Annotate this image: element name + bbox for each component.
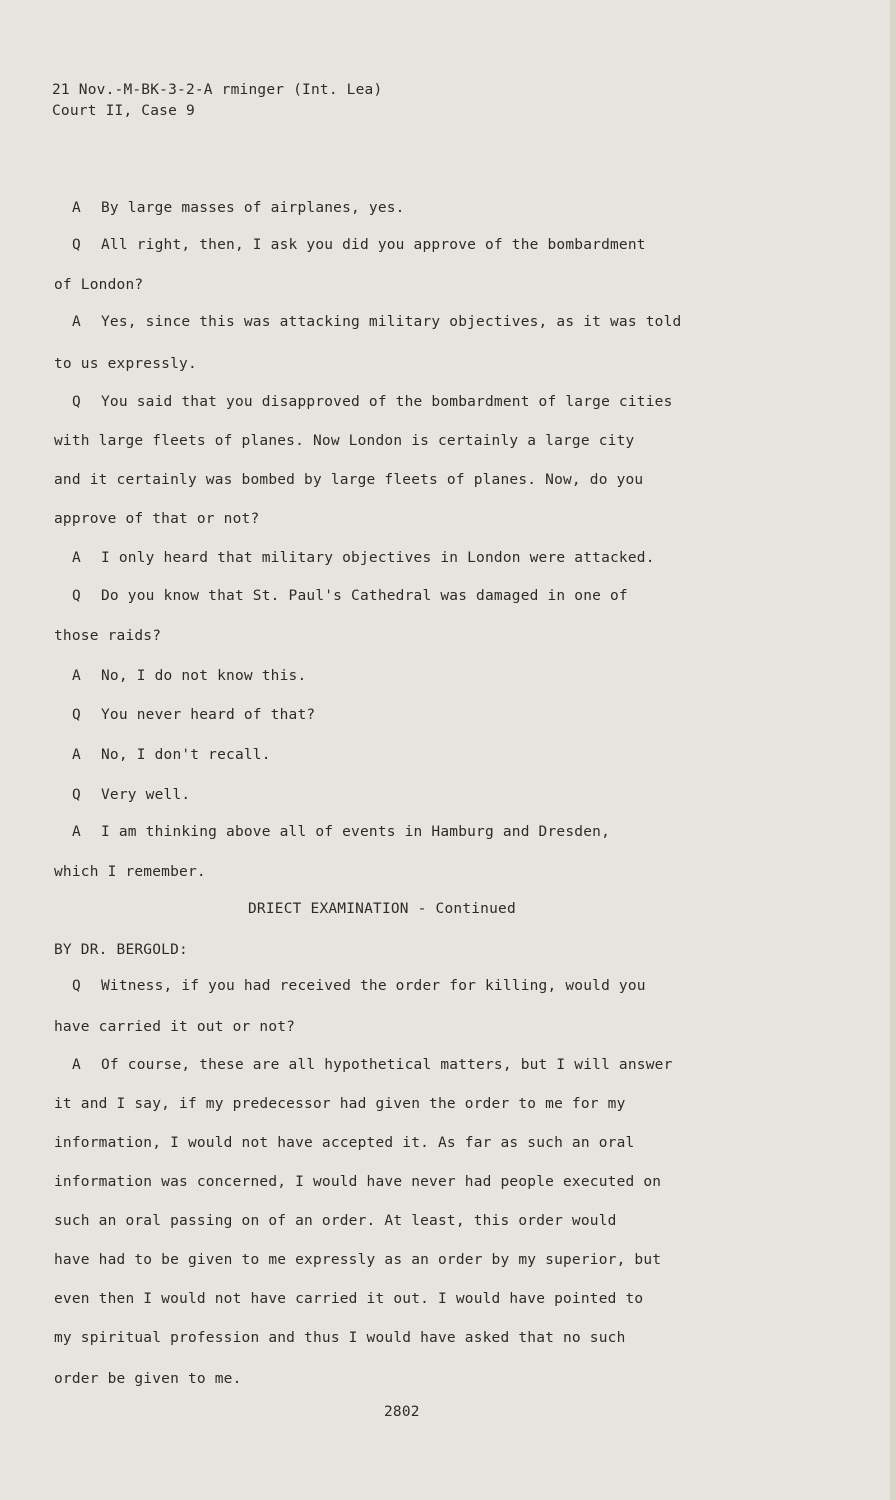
line-text: Of course, these are all hypothetical matters, but I will answer [101, 1057, 673, 1073]
speaker-label: A [72, 550, 81, 566]
transcript-line: have carried it out or not? [54, 1019, 296, 1035]
transcript-line: even then I would not have carried it out. I would have pointed to [54, 1291, 644, 1307]
speaker-label: Q [72, 237, 81, 253]
speaker-label: Q [72, 787, 81, 803]
transcript-line: of London? [54, 277, 144, 293]
line-text: No, I do not know this. [101, 668, 307, 684]
transcript-line: with large fleets of planes. Now London is certainly a large city [54, 433, 635, 449]
transcript-line: those raids? [54, 628, 162, 644]
transcript-line [72, 668, 306, 684]
speaker-label: Q [72, 394, 81, 410]
page-number: 2802 [384, 1404, 420, 1420]
speaker-label: A [72, 314, 81, 330]
speaker-label: A [72, 824, 81, 840]
transcript-line: order be given to me. [54, 1371, 242, 1387]
line-text: By large masses of airplanes, yes. [101, 200, 405, 216]
header-court: Court II, Case 9 [52, 103, 195, 119]
section-heading: DRIECT EXAMINATION - Continued [248, 901, 516, 917]
transcript-line [72, 550, 655, 566]
transcript-line [72, 978, 646, 994]
transcript-line [72, 824, 610, 840]
transcript-line: approve of that or not? [54, 511, 260, 527]
transcript-line [72, 394, 673, 410]
examiner-heading: BY DR. BERGOLD: [54, 942, 188, 958]
transcript-line: and it certainly was bombed by large fleets of planes. Now, do you [54, 472, 644, 488]
speaker-label: Q [72, 588, 81, 604]
transcript-line [72, 787, 190, 803]
transcript-line: to us expressly. [54, 356, 197, 372]
transcript-line: it and I say, if my predecessor had given the order to me for my [54, 1096, 626, 1112]
speaker-label: Q [72, 707, 81, 723]
line-text: All right, then, I ask you did you approve of the bombardment [101, 237, 646, 253]
transcript-line [72, 200, 405, 216]
line-text: Do you know that St. Paul's Cathedral was damaged in one of [101, 588, 628, 604]
transcript-line [72, 314, 681, 330]
transcript-line [72, 747, 271, 763]
transcript-line: my spiritual profession and thus I would have asked that no such [54, 1330, 626, 1346]
speaker-label: A [72, 1057, 81, 1073]
header-reference: 21 Nov.-M-BK-3-2-A rminger (Int. Lea) [52, 82, 383, 98]
transcript-line [72, 588, 628, 604]
transcript-line [72, 237, 646, 253]
line-text: I am thinking above all of events in Hamburg and Dresden, [101, 824, 610, 840]
transcript-line [72, 1057, 673, 1073]
speaker-label: A [72, 747, 81, 763]
line-text: Yes, since this was attacking military objectives, as it was told [101, 314, 682, 330]
speaker-label: A [72, 668, 81, 684]
speaker-label: Q [72, 978, 81, 994]
line-text: I only heard that military objectives in London were attacked. [101, 550, 655, 566]
transcript-line: information, I would not have accepted it. As far as such an oral [54, 1135, 635, 1151]
transcript-line: which I remember. [54, 864, 206, 880]
line-text: You said that you disapproved of the bombardment of large cities [101, 394, 673, 410]
line-text: Witness, if you had received the order for killing, would you [101, 978, 646, 994]
line-text: Very well. [101, 787, 191, 803]
transcript-line: information was concerned, I would have never had people executed on [54, 1174, 662, 1190]
transcript-line [72, 707, 315, 723]
transcript-line: have had to be given to me expressly as an order by my superior, but [54, 1252, 662, 1268]
line-text: No, I don't recall. [101, 747, 271, 763]
transcript-line: such an oral passing on of an order. At least, this order would [54, 1213, 617, 1229]
line-text: You never heard of that? [101, 707, 316, 723]
speaker-label: A [72, 200, 81, 216]
